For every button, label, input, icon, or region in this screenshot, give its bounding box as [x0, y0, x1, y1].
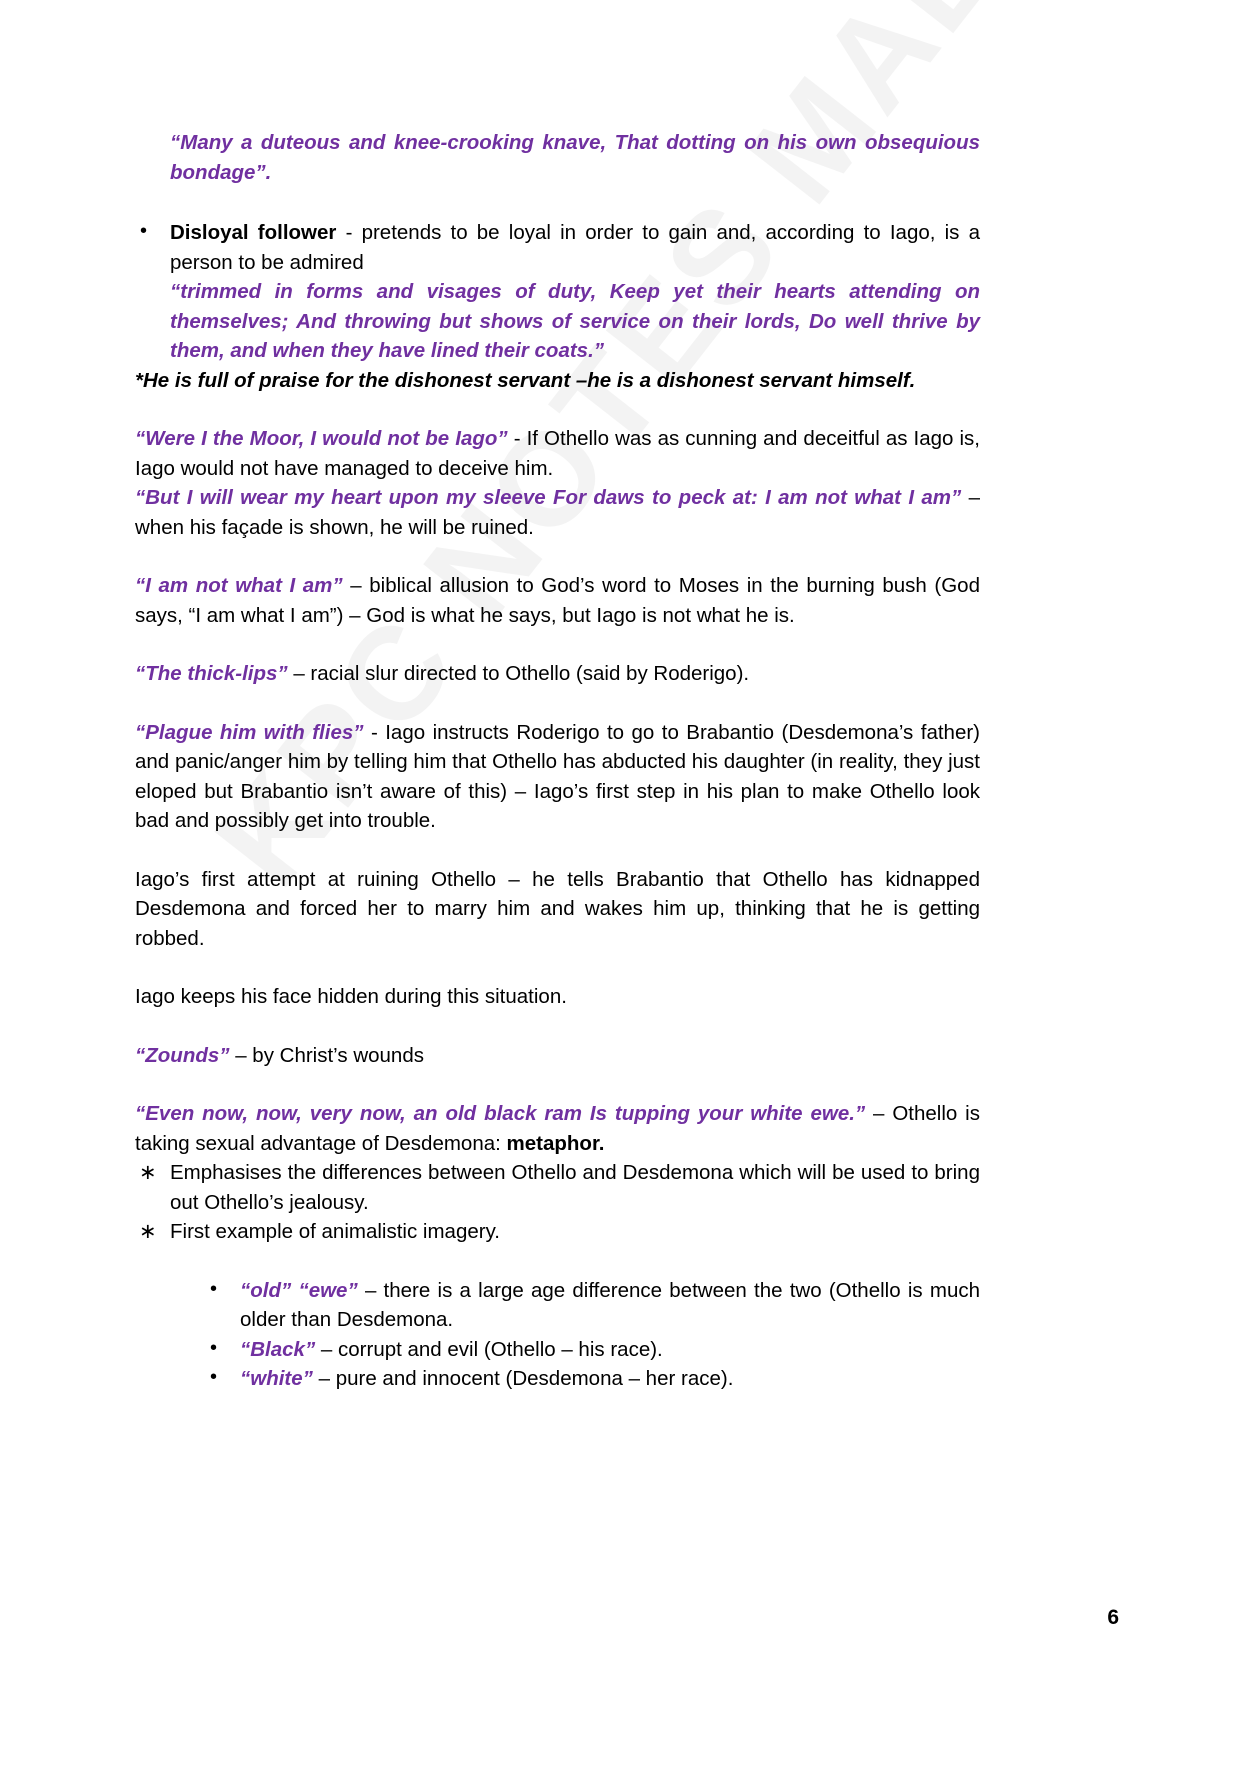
thick-lips-quote-text: “The thick-lips”: [135, 662, 288, 685]
sub-bullet-quote-old-ewe: “old” “ewe”: [240, 1278, 358, 1302]
spacer: [135, 1070, 980, 1099]
black-ram-paragraph: [135, 1099, 980, 1158]
spacer: [135, 395, 980, 424]
thick-lips-body: – racial slur directed to Othello (said by Roderigo).: [287, 662, 750, 685]
list-item: [205, 1364, 980, 1394]
star-bullet-list: [135, 1158, 980, 1247]
praise-note: *He is full of praise for the dishonest servant –he is a dishonest servant himself.: [135, 368, 916, 392]
face-hidden-paragraph: Iago keeps his face hidden during this situation.: [135, 985, 567, 1008]
spacer: [135, 689, 980, 718]
zounds-quote-text: “Zounds”: [135, 1043, 230, 1067]
sleeve-quote-text: “But I will wear my heart upon my sleeve For daws to peck at: I am not what I am”: [135, 486, 962, 509]
plague-flies-paragraph: [135, 718, 980, 836]
biblical-quote-paragraph: [135, 571, 980, 630]
list-item: [205, 1276, 980, 1335]
spacer: [135, 836, 980, 865]
disloyal-follower-label: Disloyal follower: [170, 221, 337, 244]
sub-bullet-body-black: – corrupt and evil (Othello – his race).: [315, 1337, 663, 1361]
sub-bullet-quote-black: “Black”: [240, 1337, 316, 1361]
disloyal-follower-list: [135, 218, 980, 366]
black-ram-metaphor-label: metaphor.: [506, 1131, 605, 1155]
zounds-body: – by Christ’s wounds: [229, 1043, 424, 1067]
spacer: [135, 1012, 980, 1041]
spacer: [135, 187, 980, 218]
biblical-quote-body: – biblical allusion to God’s word to Moses in the burning bush (God says, “I am what I am”) – God is what he says, but Iago is not what he is.: [135, 574, 980, 627]
spacer: [135, 542, 980, 571]
list-item: [135, 218, 980, 366]
spacer: [135, 630, 980, 659]
sleeve-quote-paragraph: [135, 483, 980, 542]
plague-flies-body: - Iago instructs Roderigo to go to Brabantio (Desdemona’s father) and panic/anger him by telling him that Othello has abducted his daughter (in reality, they just eloped but Brabantio isn’t aware of this) – Iago’s first step in his plan to make Othello look bad and possibly get into trouble.: [135, 720, 980, 832]
document-content: [135, 128, 980, 1394]
list-item: ∗ First example of animalistic imagery.: [135, 1217, 980, 1247]
sub-bullet-body-old-ewe: – there is a large age difference between the two (Othello is much older than Desdemona.: [240, 1278, 980, 1331]
page-number: 6: [1107, 1606, 1119, 1629]
disloyal-follower-quote: “trimmed in forms and visages of duty, Keep yet their hearts attending on themselves; And throwing but shows of service on their lords, Do well thrive by them, and when they have lined their coats.”: [170, 280, 980, 362]
disloyal-follower-body: - pretends to be loyal in order to gain and, according to Iago, is a person to be admired: [170, 221, 981, 274]
sub-bullet-quote-white: “white”: [240, 1367, 313, 1390]
biblical-quote-text: “I am not what I am”: [135, 574, 343, 597]
sleeve-quote-body: – when his façade is shown, he will be ruined.: [135, 486, 980, 539]
moor-quote-paragraph: [135, 424, 980, 483]
first-attempt-paragraph: Iago’s first attempt at ruining Othello – he tells Brabantio that Othello has kidnapped Desdemona and forced her to marry him and wakes him up, thinking that he is getting robbed.: [135, 867, 980, 950]
black-ram-quote-text: “Even now, now, very now, an old black ram Is tupping your white ewe.”: [135, 1102, 866, 1125]
sub-bullet-list: [205, 1276, 980, 1394]
moor-quote-text: “Were I the Moor, I would not be Iago”: [135, 427, 508, 450]
sub-bullet-group: [205, 1276, 980, 1394]
list-item: ∗ Emphasises the differences between Othello and Desdemona which will be used to bring out Othello’s jealousy.: [135, 1158, 980, 1217]
spacer: [135, 1247, 980, 1276]
zounds-paragraph: [135, 1041, 980, 1071]
list-item: [205, 1335, 980, 1365]
moor-quote-body: - If Othello was as cunning and deceitful as Iago is, Iago would not have managed to deceive him.: [135, 427, 980, 480]
black-ram-body: – Othello is taking sexual advantage of Desdemona:: [135, 1102, 980, 1155]
opening-quote: “Many a duteous and knee-crooking knave, That dotting on his own obsequious bondage”.: [170, 131, 980, 184]
thick-lips-paragraph: [135, 659, 980, 689]
sub-bullet-body-white: – pure and innocent (Desdemona – her race).: [312, 1367, 734, 1390]
plague-flies-quote-text: “Plague him with flies”: [135, 720, 364, 744]
spacer: [135, 953, 980, 982]
